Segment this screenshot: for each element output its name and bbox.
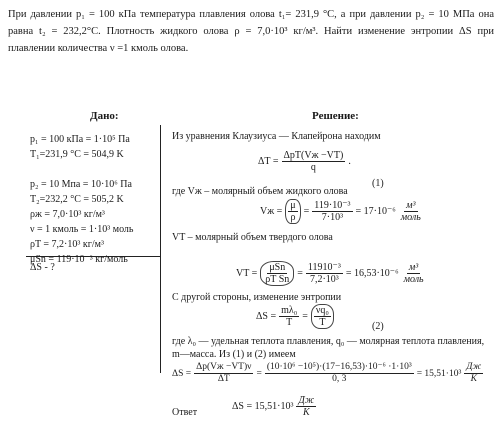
given-item bbox=[30, 162, 133, 177]
fraction: $\frac{\text{mλ₀}}{T}$ bbox=[281, 305, 298, 328]
fraction: $\frac{\text{(10·10⁶ −10⁵)·(17−16,53)·10⁻⁶ ·1·10³}}{0, 3}$ bbox=[266, 362, 412, 384]
given-item: ν = 1 кмоль = 1·10³ моль bbox=[30, 224, 134, 235]
where-text: где λ₀ — удельная теплота плавления, q₀ — молярная теплота плавления, bbox=[172, 336, 485, 347]
problem-statement: При давлении p₁ = 100 кПа температура плавления олова t₁= 231,9 °С, а при давлении p₂ = 10 МПа она равна t₂ = 232,2°С. Плотность жидкого олова ρ = 7,0·10³ кг/м³. Найти изменение энтропии ΔS при плавлении количества ν =1 кмоль олова. bbox=[8, 9, 494, 54]
answer-equation: ΔS = 15,51·10³ $\frac{Дж}{K}$ bbox=[232, 395, 315, 418]
fraction: $\frac{\Delta p(Vж -VT)\nu}{\Delta T}$ bbox=[196, 362, 252, 384]
find-item: ΔS - ? bbox=[30, 262, 55, 273]
vt-equation: VT = $\frac{\text{μSn}}{\text{ρT Sn}}$ = $\frac{\text{11910⁻³}}{\text{7,2·10³}}$ = 16,53·10⁻⁶ $\frac{\text{м³}}{\text{моль}}$ bbox=[236, 262, 424, 285]
vt-text: VT – молярный объем твердого олова bbox=[172, 232, 333, 243]
fraction: $\frac{\text{νq₀}}{T}$ bbox=[311, 304, 334, 329]
given-item: p₂ = 10 Мпа = 10·10⁶ Па bbox=[30, 179, 132, 190]
given-list bbox=[30, 132, 133, 267]
unit-fraction: $\frac{Дж}{K}$ bbox=[298, 395, 315, 418]
fraction: $\frac{\text{μSn}}{\text{ρT Sn}}$ bbox=[260, 261, 294, 286]
given-vertical-rule bbox=[160, 125, 161, 373]
given-item: μSn = 119·10⁻³ кг/моль bbox=[30, 254, 128, 265]
given-item: ρT = 7,2·10³ кг/м³ bbox=[30, 239, 104, 250]
fraction: $\frac{\mu}{\rho}$ bbox=[285, 199, 300, 224]
entropy-text: С другой стороны, изменение энтропии bbox=[172, 292, 342, 303]
given-header: Дано: bbox=[90, 110, 119, 122]
final-equation: ΔS = $\frac{\Delta p(Vж -VT)\nu}{\Delta T}$ = $\frac{\text{(10·10⁶ −10⁵)·(17−16,53)·10⁻⁶ ·1·10³}}{0, 3}$ = 15,51·10³ $\frac{Дж}{K}$ bbox=[172, 362, 482, 384]
solution-intro: Из уравнения Клаузиуса — Клапейрона находим bbox=[172, 131, 381, 142]
vzh-equation: Vж = $\frac{\mu}{\rho}$ = $\frac{\text{119·10⁻³}}{\text{7·10³}}$ = 17·10⁻⁶ $\frac{\text{м³}}{\text{моль}}$ bbox=[260, 200, 421, 223]
mass-text: m—масса. Из (1) и (2) имеем bbox=[172, 349, 296, 360]
answer-label: Ответ bbox=[172, 407, 198, 418]
equation-1-number: (1) bbox=[372, 178, 384, 189]
fraction: $\frac{\text{119·10⁻³}}{\text{7·10³}}$ bbox=[314, 200, 351, 223]
fraction: $\frac{\text{11910⁻³}}{\text{7,2·10³}}$ bbox=[307, 262, 341, 285]
unit-fraction: $\frac{Дж}{K}$ bbox=[466, 362, 482, 384]
given-item: ρж = 7,0·10³ кг/м³ bbox=[30, 209, 105, 220]
given-item: T₂=232,2 °С = 505,2 K bbox=[30, 194, 124, 205]
unit-fraction: $\frac{\text{м³}}{\text{моль}}$ bbox=[400, 200, 421, 223]
equation-1: ΔT = $\frac{\text{ΔpT(Vж −VT)}}{q}$ . bbox=[258, 150, 351, 173]
given-item: p₁ = 100 кПа = 1·10⁵ Па bbox=[30, 134, 130, 145]
equation-2: ΔS = $\frac{\text{mλ₀}}{T}$ = $\frac{\text{νq₀}}{T}$ bbox=[256, 304, 334, 329]
vzh-text: где Vж – молярный объем жидкого олова bbox=[172, 186, 348, 197]
fraction: $\frac{\text{ΔpT(Vж −VT)}}{q}$ bbox=[283, 150, 344, 173]
given-item: T₁=231,9 °С = 504,9 K bbox=[30, 149, 124, 160]
solution-header: Решение: bbox=[312, 110, 359, 122]
unit-fraction: $\frac{\text{м³}}{\text{моль}}$ bbox=[403, 262, 424, 285]
equation-2-number: (2) bbox=[372, 321, 384, 332]
